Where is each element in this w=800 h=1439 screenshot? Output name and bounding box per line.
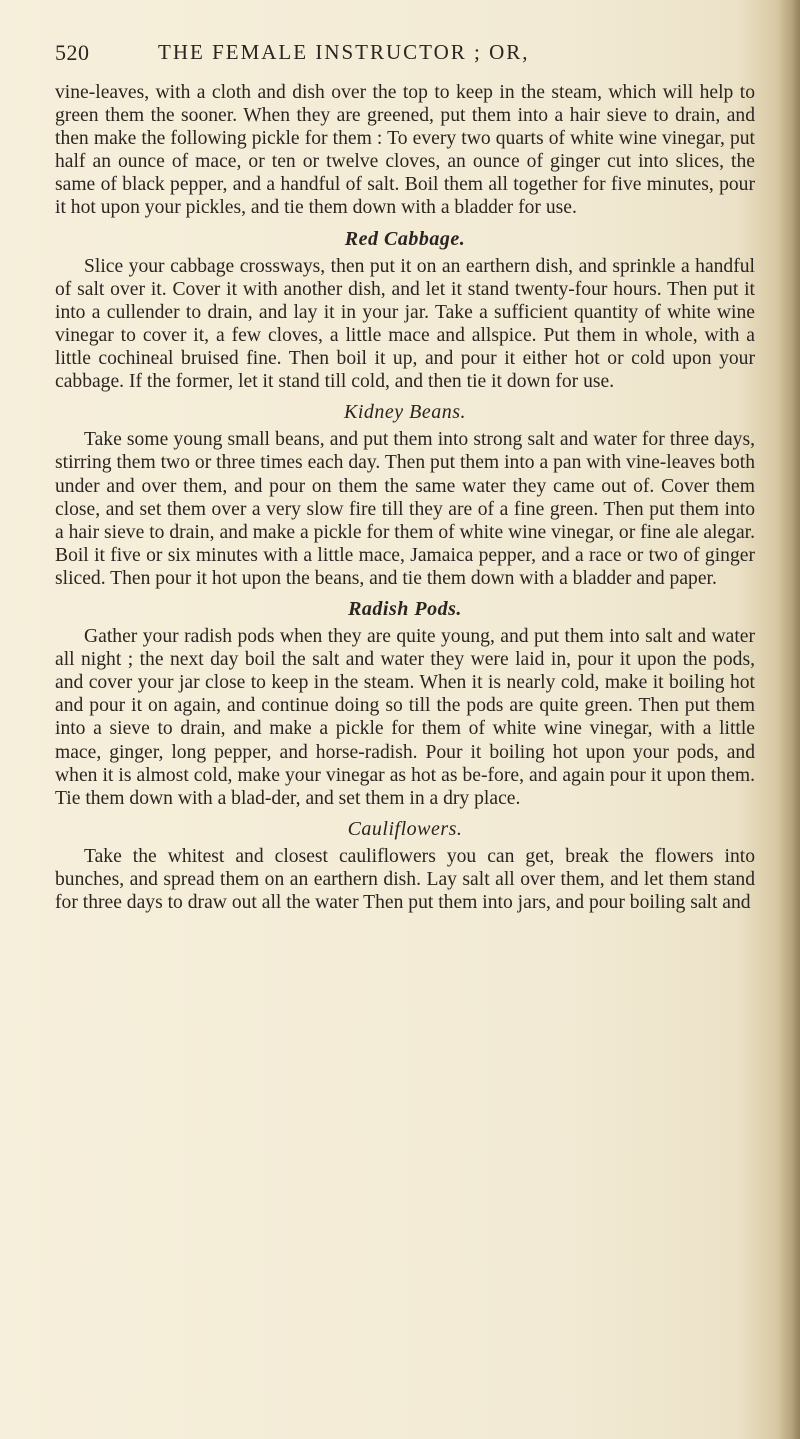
running-head: THE FEMALE INSTRUCTOR ; OR, [158,40,530,64]
page-number: 520 [55,40,90,65]
red-cabbage-paragraph: Slice your cabbage crossways, then put it on an earthern dish, and sprinkle a handful of salt over it. Cover it with another dish, and let it stand twenty-four hours. Then put it into a cullender to drain, and lay it in your jar. Take a sufficient quantity of white wine vinegar to cover it, a few cloves, a little mace and allspice. Put them in whole, with a little cochineal bruised fine. Then boil it up, and pour it either hot or cold upon your cabbage. If the former, let it stand till cold, and then tie it down for use. [55,255,755,393]
section-heading-radish-pods: Radish Pods. [348,597,462,620]
section-heading-cauliflowers: Cauliflowers. [347,817,463,840]
page-body [55,81,755,914]
kidney-beans-paragraph: Take some young small beans, and put them into strong salt and water for three days, stirring them two or three times each day. Then put them into a pan with vine-leaves both under and over them, and pour on them the same water they came out of. Cover them close, and set them over a very slow fire till they are of a fine green. Then put them into a hair sieve to drain, and make a pickle for them of white wine vinegar, or fine ale alegar. Boil it five or six minutes with a little mace, Jamaica pepper, and a race or two of ginger sliced. Then pour it hot upon the beans, and tie them down with a bladder and paper. [55,429,755,589]
continued-paragraph: vine-leaves, with a cloth and dish over the top to keep in the steam, which will help to green them the sooner. When they are greened, put them into a hair sieve to drain, and then make the following pickle for them : To every two quarts of white wine vinegar, put half an ounce of mace, or ten or twelve cloves, an ounce of ginger cut into slices, the same of black pepper, and a handful of salt. Boil them all together for five minutes, pour it hot upon your pickles, and tie them down with a bladder for use. [55,82,755,219]
radish-pods-paragraph: Gather your radish pods when they are quite young, and put them into salt and water all night ; the next day boil the salt and water they were laid in, pour it upon the pods, and cover your jar close to keep in the steam. When it is nearly cold, make it boiling hot and pour it on again, and continue doing so till the pods are quite green. Then put them into a sieve to drain, and make a pickle for them of white wine vinegar, with a little mace, ginger, long pepper, and horse-radish. Pour it boiling hot upon your pods, and when it is almost cold, make your vinegar as hot as be-fore, and again pour it upon them. Tie them down with a blad-der, and set them in a dry place. [55,626,755,809]
section-heading-red-cabbage: Red Cabbage. [344,227,466,250]
cauliflowers-paragraph: Take the whitest and closest cauliflowers you can get, break the flowers into bunches, and spread them on an earthern dish. Lay salt all over them, and let them stand for three days to draw out all the water Then put them into jars, and pour boiling salt and [55,845,755,914]
section-heading-kidney-beans: Kidney Beans. [343,401,467,424]
page-edge-shadow [778,0,800,1439]
page-header [55,40,755,80]
